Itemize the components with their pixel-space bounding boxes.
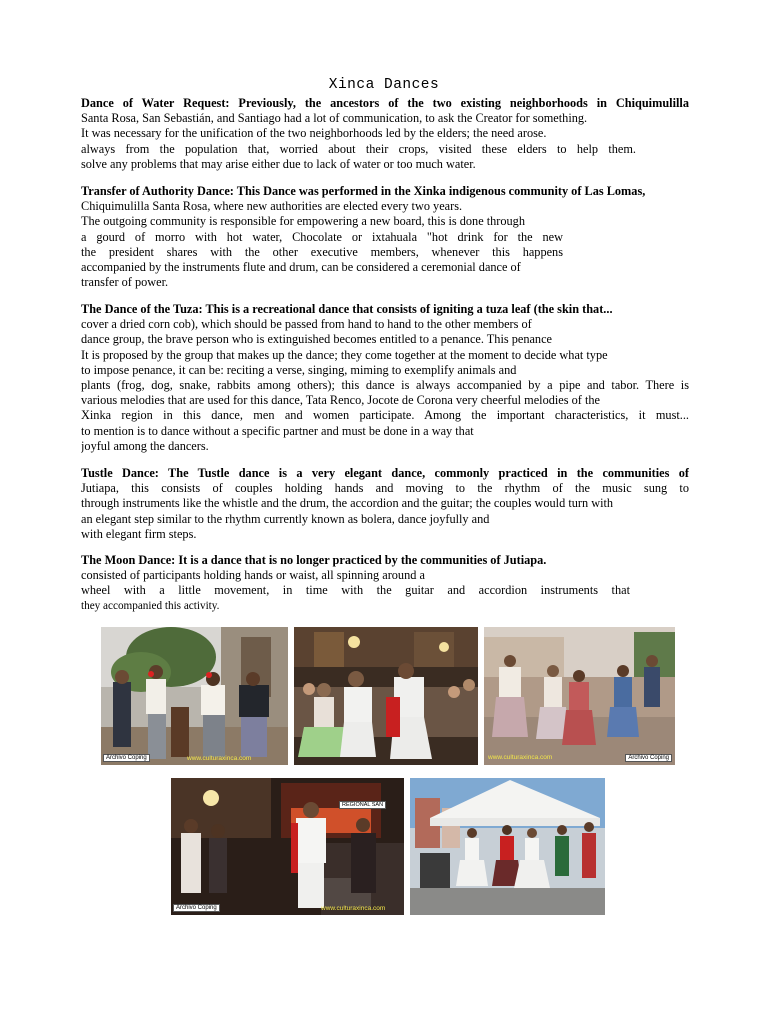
section-heading: Dance of Water Request: Previously, the ancestors of the two existing neighborhoods in Chiquimulilla bbox=[81, 96, 689, 110]
photo-tent-stage bbox=[410, 778, 605, 915]
section-heading: Tustle Dance: The Tustle dance is a very elegant dance, commonly practiced in the communities of bbox=[81, 466, 689, 480]
section-line: plants (frog, dog, snake, rabbits among others); this dance is always accompanied by a pipe and tabor. There is bbox=[81, 378, 689, 393]
photo-couple-dancing-night bbox=[294, 627, 478, 765]
watermark: www.culturaxinca.com bbox=[187, 755, 252, 762]
section-line: accompanied by the instruments flute and drum, can be considered a ceremonial dance of bbox=[81, 260, 521, 275]
section-tuza-dance bbox=[81, 302, 689, 454]
section-tustle-dance bbox=[81, 466, 689, 542]
section-line: solve any problems that may arise either due to lack of water or too much water. bbox=[81, 156, 476, 171]
archive-tag: Archivo Coping bbox=[625, 754, 672, 762]
section-line: Chiquimulilla Santa Rosa, where new authorities are elected every two years. bbox=[81, 199, 463, 214]
section-line: Santa Rosa, San Sebastián, and Santiago had a lot of communication, to ask the Creator for something. bbox=[81, 111, 588, 126]
section-line: with elegant firm steps. bbox=[81, 526, 197, 541]
section-line: The outgoing community is responsible for empowering a new board, this is done through bbox=[81, 214, 525, 229]
section-heading: Transfer of Authority Dance: This Dance was performed in the Xinka indigenous community of Las Lomas, bbox=[81, 184, 646, 198]
section-line: It is proposed by the group that makes up the dance; they come together at the moment to decide what type bbox=[81, 347, 608, 362]
section-line: to impose penance, it can be: reciting a verse, singing, miming to exemplify animals and bbox=[81, 362, 517, 377]
banner-sign: REGIONAL SAN bbox=[339, 801, 386, 809]
section-line: joyful among the dancers. bbox=[81, 438, 209, 453]
section-heading: The Dance of the Tuza: This is a recreational dance that consists of igniting a tuza leaf (the skin that... bbox=[81, 302, 613, 316]
archive-tag: Archivo Coping bbox=[173, 904, 220, 912]
section-line: always from the population that, worried about their crops, visited these elders to help them. bbox=[81, 141, 636, 156]
section-line: a gourd of morro with hot water, Chocolate or ixtahuala "hot drink for the new bbox=[81, 229, 563, 244]
section-line: they accompanied this activity. bbox=[81, 599, 220, 612]
page-title: Xinca Dances bbox=[328, 77, 440, 93]
section-line: wheel with a little movement, in time with the guitar and accordion instruments that bbox=[81, 583, 630, 598]
photo-dancers-courtyard bbox=[101, 627, 288, 765]
section-line: Xinka region in this dance, men and women participate. Among the important characteristics, it must... bbox=[81, 408, 689, 423]
archive-tag: Archivo Coping bbox=[103, 754, 150, 762]
watermark: www.culturaxinca.com bbox=[321, 905, 386, 912]
section-line: various melodies that are used for this dance, Tata Renco, Jocote de Corona very cheerful melodies of the bbox=[81, 393, 600, 408]
section-line: It was necessary for the unification of the two neighborhoods led by the elders; the need arose. bbox=[81, 126, 547, 141]
section-line: consisted of participants holding hands or waist, all spinning around a bbox=[81, 568, 425, 583]
section-heading: The Moon Dance: It is a dance that is no longer practiced by the communities of Jutiapa. bbox=[81, 553, 547, 567]
section-line: to mention is to dance without a specific partner and must be done in a way that bbox=[81, 423, 474, 438]
section-line: an elegant step similar to the rhythm currently known as bolera, dance joyfully and bbox=[81, 511, 490, 526]
section-line: transfer of power. bbox=[81, 275, 169, 290]
section-line: dance group, the brave person who is extinguished becomes entitled to a penance. This penance bbox=[81, 332, 552, 347]
section-line: the president shares with the other executive members, whenever this happens bbox=[81, 244, 563, 259]
section-transfer-authority bbox=[81, 184, 689, 290]
section-line: Jutiapa, this consists of couples holding hands and moving to the rhythm of the music sung to bbox=[81, 481, 689, 496]
section-moon-dance bbox=[81, 553, 689, 614]
watermark: www.culturaxinca.com bbox=[488, 754, 553, 761]
section-line: cover a dried corn cob), which should be passed from hand to hand to the other members of bbox=[81, 317, 532, 332]
photo-night-performance bbox=[171, 778, 404, 915]
section-water-request bbox=[81, 96, 689, 172]
section-line: through instruments like the whistle and the drum, the accordion and the guitar; the couples would turn with bbox=[81, 496, 614, 511]
photo-street-dance bbox=[484, 627, 675, 765]
